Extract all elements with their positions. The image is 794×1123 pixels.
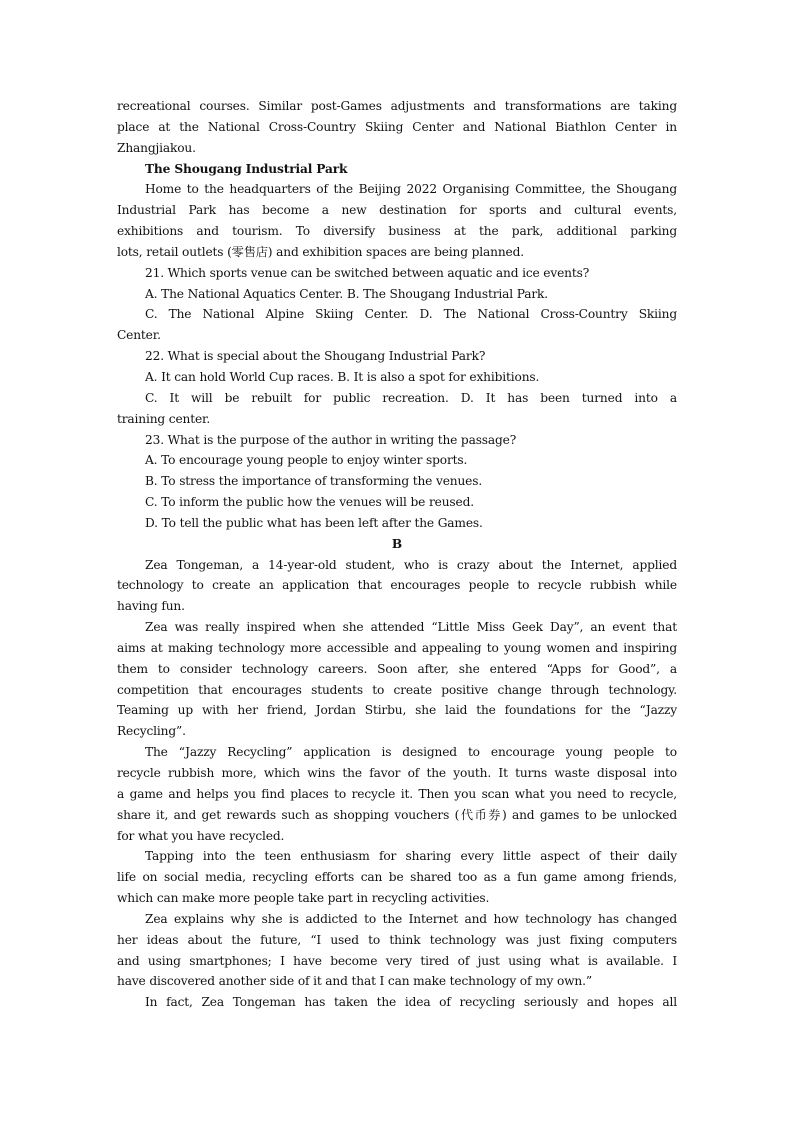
text-line: place at the National Cross-Country Skiing Center and National Biathlon Center in: [117, 119, 677, 134]
text-line: Zea explains why she is addicted to the Internet and how technology has changed: [145, 911, 677, 926]
document-page: [117, 96, 677, 1013]
text-line: which can make more people take part in recycling activities.: [117, 891, 490, 906]
text-line: have discovered another side of it and that I can make technology of my own.”: [117, 974, 592, 989]
text-line: A. To encourage young people to enjoy winter sports.: [145, 453, 468, 468]
text-line: C. The National Alpine Skiing Center. D. The National Cross-Country Skiing: [145, 307, 677, 322]
text-line: Center.: [117, 328, 161, 343]
text-line: 23. What is the purpose of the author in writing the passage?: [145, 432, 517, 447]
text-line: a game and helps you find places to recycle it. Then you scan what you need to recycle,: [117, 786, 677, 801]
text-line: 22. What is special about the Shougang Industrial Park?: [145, 349, 486, 364]
text-line: training center.: [117, 411, 211, 426]
text-line: them to consider technology careers. Soon after, she entered “Apps for Good”, a: [117, 661, 677, 676]
text-line: for what you have recycled.: [117, 828, 285, 843]
text-line: B. To stress the importance of transforming the venues.: [145, 474, 483, 489]
text-line: C. It will be rebuilt for public recreation. D. It has been turned into a: [145, 390, 677, 405]
text-line: B: [391, 536, 403, 551]
text-line: Tapping into the teen enthusiasm for sharing every little aspect of their daily: [145, 849, 677, 864]
text-line: Zhangjiakou.: [117, 140, 196, 155]
text-line: Industrial Park has become a new destination for sports and cultural events,: [117, 203, 677, 218]
text-line: 21. Which sports venue can be switched between aquatic and ice events?: [145, 265, 590, 280]
text-line: A. It can hold World Cup races. B. It is also a spot for exhibitions.: [145, 369, 540, 384]
text-line: The Shougang Industrial Park: [145, 161, 348, 176]
text-line: Home to the headquarters of the Beijing 2022 Organising Committee, the Shougang: [145, 182, 677, 197]
text-line: aims at making technology more accessible and appealing to young women and inspiring: [117, 640, 677, 655]
text-line: D. To tell the public what has been left after the Games.: [145, 515, 483, 530]
text-line: Zea was really inspired when she attended “Little Miss Geek Day”, an event that: [145, 620, 677, 635]
text-line: recycle rubbish more, which wins the favor of the youth. It turns waste disposal into: [117, 766, 677, 780]
text-line: her ideas about the future, “I used to think technology was just fixing computers: [117, 932, 677, 947]
text-line: lots, retail outlets (零售店) and exhibition spaces are being planned.: [117, 244, 524, 259]
text-line: In fact, Zea Tongeman has taken the idea of recycling seriously and hopes all: [145, 995, 677, 1010]
text-line: and using smartphones; I have become very tired of just using what is available. I: [117, 953, 677, 968]
text-line: technology to create an application that encourages people to recycle rubbish while: [117, 578, 677, 593]
text-line: Zea Tongeman, a 14-year-old student, who is crazy about the Internet, applied: [145, 557, 677, 572]
text-line: share it, and get rewards such as shopping vouchers (代币券) and games to be unlocked: [117, 807, 677, 822]
text-line: having fun.: [117, 599, 185, 614]
text-line: A. The National Aquatics Center. B. The Shougang Industrial Park.: [145, 286, 548, 301]
text-line: The “Jazzy Recycling” application is designed to encourage young people to: [145, 745, 677, 760]
text-line: Teaming up with her friend, Jordan Stirbu, she laid the foundations for the “Jazzy: [117, 703, 677, 718]
text-line: C. To inform the public how the venues will be reused.: [145, 495, 474, 510]
text-line: exhibitions and tourism. To diversify business at the park, additional parking: [117, 224, 677, 239]
text-line: life on social media, recycling efforts can be shared too as a fun game among friends,: [117, 870, 677, 885]
text-line: recreational courses. Similar post-Games adjustments and transformations are taking: [117, 99, 677, 113]
text-line: competition that encourages students to create positive change through technology.: [117, 682, 677, 697]
text-line: Recycling”.: [117, 724, 186, 739]
